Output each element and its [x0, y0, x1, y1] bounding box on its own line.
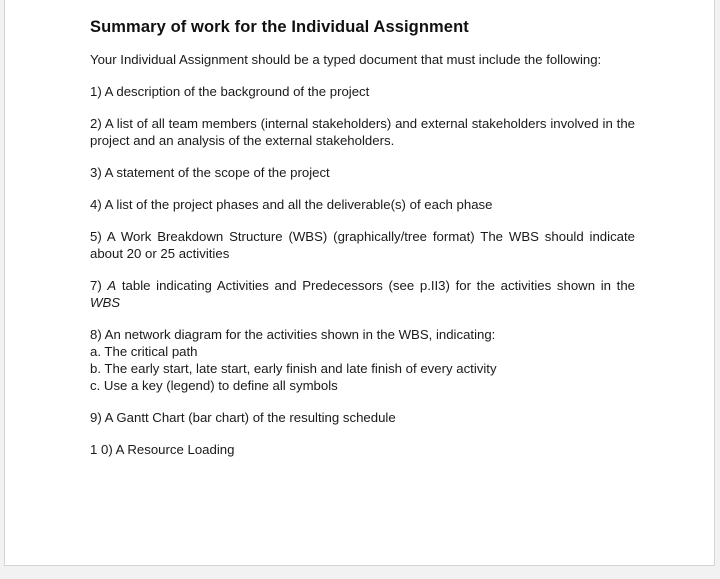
- item-5: 5) A Work Breakdown Structure (WBS) (graphically/tree format) The WBS should indicate about 20 or 25 activities: [90, 229, 635, 261]
- item-7-body: table indicating Activities and Predecessors (see p.II3) for the activities shown in the: [116, 278, 635, 293]
- item-7-prefix: 7): [90, 278, 108, 293]
- item-2: 2) A list of all team members (internal stakeholders) and external stakeholders involved in the project and an analysis of the external stakeholders.: [90, 116, 635, 148]
- item-4: 4) A list of the project phases and all the deliverable(s) of each phase: [90, 197, 493, 212]
- item-8: [90, 326, 635, 394]
- item-9: 9) A Gantt Chart (bar chart) of the resulting schedule: [90, 410, 396, 425]
- item-7-italic-a: A: [107, 278, 117, 293]
- item-8-subitem-b: b. The early start, late start, early finish and late finish of every activity: [90, 361, 497, 376]
- item-8-heading: 8) An network diagram for the activities shown in the WBS, indicating:: [90, 327, 496, 342]
- intro-paragraph: Your Individual Assignment should be a typed document that must include the following:: [90, 52, 602, 67]
- item-7-italic-wbs: WBS: [90, 295, 121, 310]
- item-7: [90, 277, 635, 311]
- item-8-subitem-c: c. Use a key (legend) to define all symbols: [90, 378, 338, 393]
- document-content: [90, 18, 635, 458]
- item-1: 1) A description of the background of the project: [90, 84, 370, 99]
- document-page: [4, 0, 715, 566]
- item-10: 1 0) A Resource Loading: [90, 442, 235, 457]
- document-title: Summary of work for the Individual Assignment: [90, 18, 469, 36]
- item-3: 3) A statement of the scope of the project: [90, 165, 330, 180]
- item-8-subitem-a: a. The critical path: [90, 344, 198, 359]
